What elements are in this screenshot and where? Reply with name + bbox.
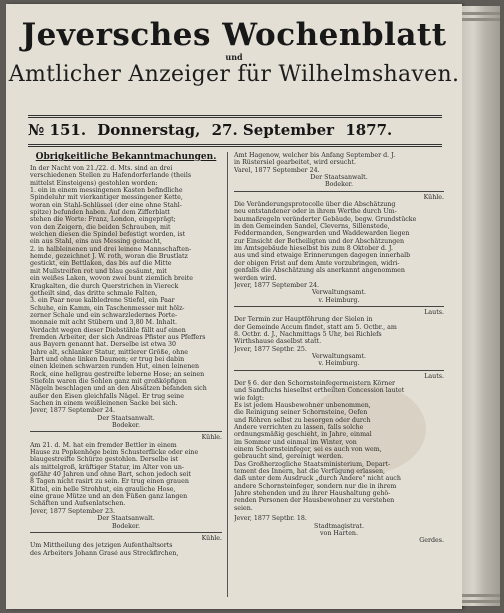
masthead: [6, 18, 462, 87]
notice-separator: [30, 532, 222, 533]
text-line: Kühle.: [423, 193, 444, 201]
text-line: 8 Tagen nicht rasirt zu sein. Er trug einen grauen: [30, 478, 189, 486]
text-line: Kühle.: [201, 534, 222, 542]
issue-year: 1877.: [345, 121, 393, 139]
text-line: 2. in halbleinenen und drei leinene Mannschaften-: [30, 245, 192, 253]
text-line: neu entstandener oder in ihrem Werthe durch Um-: [234, 208, 397, 216]
text-line: im Sommer und einmal im Winter, von: [234, 438, 357, 446]
text-line: v. Heimburg.: [318, 296, 360, 304]
text-line: mit Mullstreifen rot und blau gesäumt, mit: [30, 267, 167, 275]
text-line: Bodeker.: [111, 422, 141, 430]
text-line: Jever, 1877 September 24.: [30, 407, 115, 415]
text-line: andere Schornsteinfeger, sondern nur die in ihrem: [234, 482, 397, 490]
text-line: Um Mittheilung des jetzigen Aufenthaltsorts: [30, 542, 173, 550]
text-line: Amt Hagenow, welcher bis Anfang September d. J.: [234, 152, 396, 159]
text-line: der obigen Frist auf dem Amte vorzubringen, widri-: [234, 259, 400, 267]
text-line: Am 21. d. M. hat ein fremder Bettler in einem: [30, 441, 177, 449]
issue-weekday: Donnerstag,: [97, 121, 201, 139]
text-line: Der Termin zur Hauptföhrung der Sielen in: [234, 316, 373, 324]
text-line: Stadtmagistrat.: [314, 522, 364, 530]
text-line: als mittelgroß, kräftiger Statur, im Alter von un-: [30, 463, 185, 471]
issue-rule-bottom: [28, 144, 442, 145]
text-line: der Gemeinde Accum findet, statt am 5. Octbr., am: [234, 323, 397, 331]
text-line: Der § 6. der den Schornsteinfegermeistern Körner: [234, 379, 396, 387]
text-line: Jever, 1877 Septbr. 25.: [234, 345, 307, 353]
text-line: im Amtsgebäude hieselbst bis zum 8 Oktober d. J.: [234, 245, 393, 253]
text-line: die Reinigung seiner Schornsteine, Oefen: [234, 409, 368, 417]
book-binding: [462, 6, 500, 606]
text-line: wie folgt:: [234, 394, 264, 402]
issue-rule-top-2: [28, 117, 442, 118]
text-line: ein aus Stahl, eins aus Messing gemacht,: [30, 238, 162, 246]
text-line: eine graue Mütze und an den Füßen ganz langen: [30, 493, 188, 501]
masthead-und: und: [225, 52, 243, 62]
issue-line: [28, 121, 442, 139]
text-line: Verwaltungsamt.: [311, 289, 367, 297]
text-line: monnaie mit acht Stübern und 3,80 M. Inhalt.: [30, 319, 177, 327]
text-line: Schäften und Aufsenlatschen.: [30, 500, 126, 508]
text-line: und Röhren selbst zu besorgen oder durch: [234, 416, 371, 424]
text-line: verschiedenen Stellen zu Hafendorferlande (theils: [30, 172, 192, 180]
notice-separator: [234, 306, 444, 307]
notice-separator: [30, 431, 222, 432]
text-line: Andere verrichten zu lassen, falls solche: [234, 424, 364, 432]
text-line: Kragkalten, die durch Querstrichen in Viereck: [30, 282, 179, 290]
text-line: Verwaltungsamt.: [311, 352, 367, 360]
text-line: Der Staatsanwalt.: [97, 414, 155, 422]
text-line: 1. ein in einem messingenen Kasten befindliche: [30, 187, 183, 195]
text-line: Die Veränderungsprotocolle über die Abschätzung: [234, 201, 396, 209]
text-line: Jever, 1877 September 23.: [30, 507, 115, 515]
text-line: Der Staatsanwalt.: [310, 174, 368, 182]
right-column: [234, 152, 444, 545]
text-line: Stiefeln waren die Sohlen ganz mit großköpfigen: [30, 377, 187, 385]
text-line: In der Nacht von 21./22. d. Mts. sind an drei: [30, 165, 173, 172]
text-line: Hause zu Popkenhöge beim Schusterflicke oder eine: [30, 449, 199, 457]
text-line: v. Heimburg.: [318, 360, 360, 368]
text-line: gebraucht sind, gereinigt werden.: [234, 453, 344, 461]
text-line: Jahre alt, schlanker Statur, mittlerer Größe, ohne: [30, 348, 188, 356]
text-line: Das Großherzogliche Staatsministerium, Depart-: [234, 460, 391, 468]
text-line: ordnungsmäßig geschieht, in Jahre, einmal: [234, 431, 372, 439]
text-line: Feddermanden, Sengwarden und Waddewarden liegen: [234, 230, 410, 238]
text-line: Rock, eine hellgrau gestreifte leberne Hose; an seinen: [30, 370, 205, 378]
text-line: ein weißes Laken, wovon zwei bunt ziemlich breite: [30, 275, 194, 283]
text-line: zerner Schale und ein schwarzledernes Porte-: [30, 311, 178, 319]
section-title: Obrigkeitliche Bekanntmachungen.: [35, 152, 217, 162]
text-line: 8. Octbr. d. J., Nachmittags 5 Uhr, bei Richlefs: [234, 330, 382, 338]
newspaper-page: [6, 4, 462, 609]
notice-separator: [234, 191, 444, 192]
text-line: Nägeln beschlagen und an den Absätzen befanden sich: [30, 385, 207, 393]
text-line: von den Zeigern, die beiden Schrauben, mit: [30, 223, 171, 231]
text-line: Bodeker.: [324, 181, 354, 189]
text-line: hemde, gezeichnet J. W. roth, woran die Brustlatz: [30, 253, 188, 261]
text-line: Verdacht wegen dieser Diebstähle fällt auf einen: [30, 326, 186, 334]
text-line: Varel, 1877 September 24.: [234, 166, 320, 174]
text-line: Der Staatsanwalt.: [97, 515, 155, 523]
text-line: in Rüstersiel gearbeitet, wird ersucht.: [234, 159, 357, 167]
text-line: und Sandfuchs hieselbst ertheilten Concession lautet: [234, 387, 405, 395]
text-line: Bodeker.: [111, 522, 141, 530]
text-line: tement des Innern, hat die Verfügung erlassen,: [234, 468, 386, 476]
text-line: gefähr 40 Jahren und ohne Bart, schon jedoch seit: [30, 471, 191, 479]
text-line: welchen diesen die Spindel befestigt worden, ist: [30, 231, 186, 239]
text-line: einen kleinen schwarzen runden Hut, einen leinenen: [30, 363, 200, 371]
text-line: daß unter dem Ausdruck „durch Andere" nicht auch: [234, 475, 401, 483]
text-line: 3. ein Paar neue kalbledrene Stiefel, ein Paar: [30, 297, 175, 305]
text-line: Jever, 1877 September 24.: [234, 281, 319, 289]
notice-separator: [234, 370, 444, 371]
text-line: Schuhe, ein Kamm, ein Taschenmesser mit hölz-: [30, 304, 185, 312]
text-line: zur Einsicht der Betheiligten und der Abschätzungen: [234, 237, 405, 245]
masthead-subtitle: Amtlicher Anzeiger für Wilhelmshaven.: [8, 62, 460, 87]
text-line: aus und sind etwaige Erinnerungen dagegen innerhalb: [234, 252, 411, 260]
text-line: fremden Arbeiter, der sich Andreas Pfister aus Pfeffers: [30, 333, 206, 341]
text-line: Bart und ohne linken Daumen; er trug bei dabin: [30, 355, 185, 363]
text-line: von Harten.: [320, 529, 358, 537]
text-line: in den Gemeinden Sandel, Cleverns, Sillenstede,: [234, 223, 390, 231]
text-line: stehen die Worte: Franz, London, eingeprägt;: [30, 216, 176, 224]
text-line: Kittel, ein helle Strohhut, ein grauliche Hose,: [30, 485, 176, 493]
text-line: aus Bayern genannt hat. Derselbe ist etwa 30: [30, 341, 177, 349]
text-line: woran ein Stahl-Schlüssel (der eine ohne Stahl-: [30, 201, 182, 209]
text-line: werden wird.: [234, 274, 277, 282]
issue-date: 27. September: [211, 121, 335, 139]
text-line: Lauts.: [424, 308, 444, 316]
issue-rule-bottom-2: [28, 146, 442, 147]
text-line: Es ist jedem Hausbewohner unbenommen,: [234, 402, 371, 409]
issue-number: № 151.: [28, 121, 87, 139]
text-line: Jahre stehenden und zu ihrer Haushaltung gehö-: [234, 490, 391, 498]
text-line: baumaßregeln veränderter Gebäude, begw. Grundstücke: [234, 215, 417, 223]
text-line: getheilt sind, das dritte schmale Falten,: [30, 289, 158, 297]
text-line: des Arbeiters Johann Grasé aus Streckfirchen,: [30, 549, 179, 557]
text-line: spitze) befunden haben. Auf dem Zifferblatt: [30, 209, 171, 217]
left-column: [30, 152, 222, 557]
text-line: renden Personen der Hausbewohner zu verstehen: [234, 497, 395, 505]
text-line: Lauts.: [424, 372, 444, 380]
text-line: Jever, 1877 Septbr. 18.: [234, 515, 307, 523]
text-line: außer den Eisen gleichfalls Nägel. Er trug seine: [30, 392, 184, 400]
text-line: gestickt, ein Bettlaken, das bis auf die Mitte: [30, 260, 172, 268]
text-line: Spindeluhr mit vierkantiger messingener Kette,: [30, 194, 183, 202]
text-line: genfalls die Abschätzung als anerkannt angenommen: [234, 267, 405, 275]
column-divider: [227, 152, 228, 597]
text-line: einem Schornsteinfeger, sei es auch von wem,: [234, 446, 382, 454]
text-line: Sachen in einem weißleinenen Sacke bei sich.: [30, 400, 178, 407]
text-line: Wirthshause daselbst statt.: [234, 338, 322, 346]
text-line: blaugestreifte Schürze gestohlen. Derselbe ist: [30, 456, 179, 464]
text-line: seien.: [234, 504, 253, 512]
text-line: Kühle.: [201, 434, 222, 442]
masthead-title: Jeversches Wochenblatt: [21, 17, 447, 53]
text-line: mittelst Einsteigens) gestohlen worden:: [30, 179, 158, 187]
text-line: Gerdes.: [419, 537, 444, 545]
issue-rule-top: [28, 115, 442, 116]
